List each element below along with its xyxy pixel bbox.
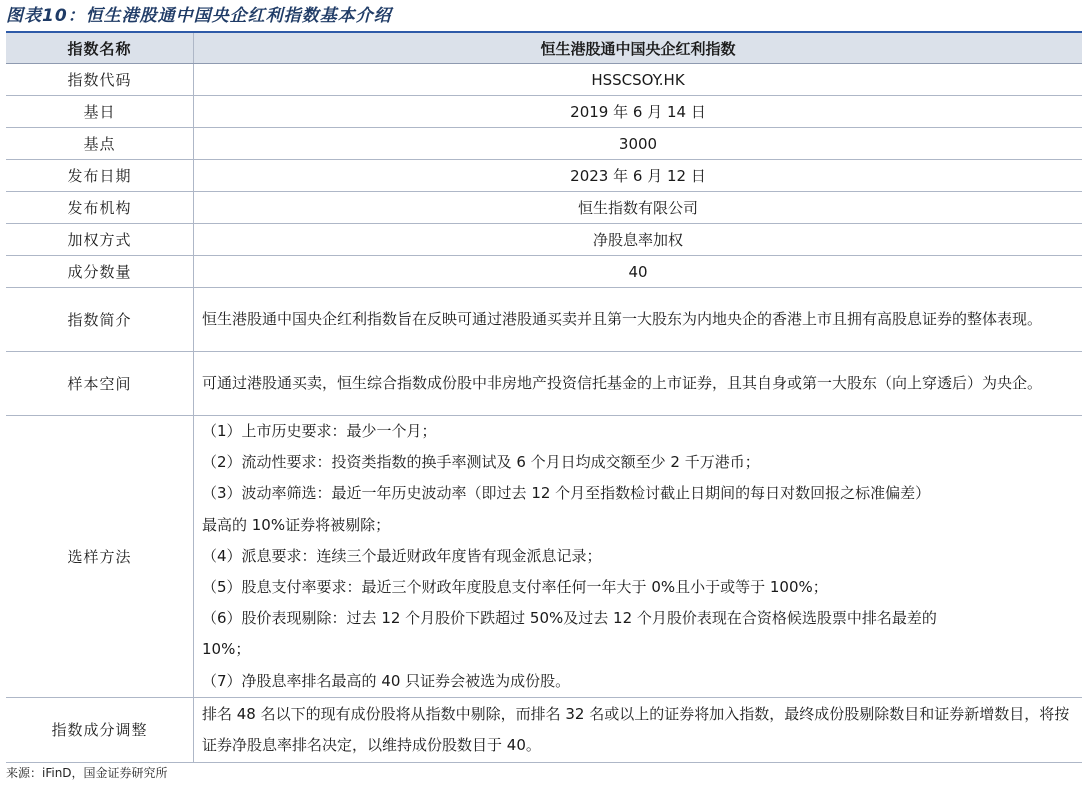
adjustment-row: [6, 697, 1082, 762]
table-row: [6, 224, 1082, 256]
intro-row: [6, 288, 1082, 352]
selection-method-row: [6, 416, 1082, 698]
table-row: [6, 160, 1082, 192]
selection-rule-line: 10%；: [202, 640, 251, 659]
table-row: [6, 128, 1082, 160]
selection-rule-line: （5）股息支付率要求：最近三个财政年度股息支付率任何一年大于 0%且小于或等于 100%；: [202, 578, 828, 597]
adjustment-label: 指数成分调整: [6, 697, 194, 762]
intro-label: 指数简介: [6, 288, 194, 352]
intro-text: 恒生港股通中国央企红利指数旨在反映可通过港股通买卖并且第一大股东为内地央企的香港上市且拥有高股息证券的整体表现。: [194, 288, 1083, 352]
sample-space-label: 样本空间: [6, 352, 194, 416]
selection-method-list: [194, 416, 1083, 698]
index-intro-table: [6, 33, 1082, 763]
row-value: 2023 年 6 月 12 日: [194, 160, 1083, 192]
row-label: 指数代码: [6, 64, 194, 96]
selection-rule-line: （6）股价表现剔除：过去 12 个月股价下跌超过 50%及过去 12 个月股价表现在合资格候选股票中排名最差的: [202, 609, 937, 628]
figure-title: 图表10：恒生港股通中国央企红利指数基本介绍: [6, 6, 392, 26]
row-label: 发布日期: [6, 160, 194, 192]
row-label: 加权方式: [6, 224, 194, 256]
source-note: 来源：iFinD，国金证券研究所: [6, 766, 168, 780]
row-label: 基点: [6, 128, 194, 160]
row-label: 发布机构: [6, 192, 194, 224]
row-label: 成分数量: [6, 256, 194, 288]
selection-rule-line: 最高的 10%证券将被剔除；: [202, 515, 391, 534]
row-value: 40: [194, 256, 1083, 288]
selection-rule-line: （3）波动率筛选：最近一年历史波动率（即过去 12 个月至指数检讨截止日期间的每日对数回报之标准偏差）: [202, 484, 931, 503]
selection-rule-line: （1）上市历史要求：最少一个月；: [202, 422, 437, 440]
header-value: 恒生港股通中国央企红利指数: [194, 33, 1083, 64]
table-header-row: [6, 33, 1082, 64]
selection-method-label: 选样方法: [6, 416, 194, 698]
table-row: [6, 256, 1082, 288]
row-value: 2019 年 6 月 14 日: [194, 96, 1083, 128]
row-value: HSSCSOY.HK: [194, 64, 1083, 96]
selection-rule-line: （4）派息要求：连续三个最近财政年度皆有现金派息记录；: [202, 546, 602, 565]
table-row: [6, 64, 1082, 96]
selection-rule-line: （7）净股息率排名最高的 40 只证券会被选为成份股。: [202, 671, 571, 690]
row-value: 净股息率加权: [194, 224, 1083, 256]
table-row: [6, 96, 1082, 128]
adjustment-text: 排名 48 名以下的现有成份股将从指数中剔除，而排名 32 名或以上的证券将加入指数，最终成份股剔除数目和证券新增数目，将按证券净股息率排名决定，以维持成份股数目于 40。: [194, 697, 1083, 762]
sample-space-row: [6, 352, 1082, 416]
row-label: 基日: [6, 96, 194, 128]
selection-rule-line: （2）流动性要求：投资类指数的换手率测试及 6 个月日均成交额至少 2 千万港币；: [202, 453, 760, 472]
sample-space-text: 可通过港股通买卖，恒生综合指数成份股中非房地产投资信托基金的上市证券，且其自身或第一大股东（向上穿透后）为央企。: [194, 352, 1083, 416]
row-value: 3000: [194, 128, 1083, 160]
header-label: 指数名称: [6, 33, 194, 64]
row-value: 恒生指数有限公司: [194, 192, 1083, 224]
table-row: [6, 192, 1082, 224]
